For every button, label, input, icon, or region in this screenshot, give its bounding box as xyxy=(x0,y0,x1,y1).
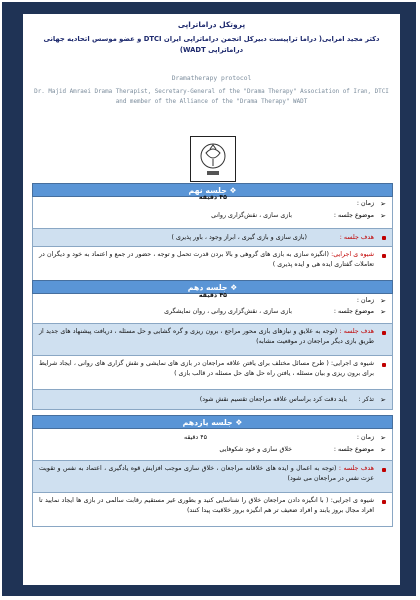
session-11-header: ❖ جلسه یازدهم xyxy=(32,415,393,429)
session-11-time-topic xyxy=(32,429,393,461)
topic-label: موضوع جلسه : xyxy=(333,212,374,219)
document-page xyxy=(23,14,400,585)
session-9-time-topic xyxy=(32,194,393,229)
time-value: ۴۵ دقیقه xyxy=(183,434,207,441)
goal-label: هدف جلسه : xyxy=(339,234,374,241)
time-value: ۴۵ دقیقه xyxy=(198,194,227,201)
session-10-method xyxy=(32,356,393,390)
topic-value: بازی سازی ، نقش‌گزاری روانی xyxy=(211,212,292,219)
goal-value: (بازی سازی و بازی گیری ، ابراز وجود ، باور پذیری ) xyxy=(171,234,307,241)
goal-value: (توجه به علایق و نیازهای بازی محور مراجع ، برون ریزی و گره گشایی و حل مسئله ، دریافت پیشنهاد های جدید از طریق بازی دیگر مراجعان در موقعیت مشابه) xyxy=(39,328,374,345)
session-10-time-topic xyxy=(32,294,393,324)
goal-value: (توجه به اعمال و ایده های خلاقانه مراجعان ، خلاق سازی موجب افزایش قوه یادگیری ، اعتماد به نفس و تقویت عزت نفس در مراجعان می شود) xyxy=(39,465,374,482)
time-label: زمان : xyxy=(356,434,374,441)
topic-value: بازی سازی ، نقش‌گزاری روانی ، روان نمایشگری xyxy=(164,308,292,315)
session-10-note xyxy=(32,390,393,410)
arrow-bullet-icon: ➢ xyxy=(380,396,386,404)
arrow-bullet-icon: ➢ xyxy=(380,308,386,316)
topic-label: موضوع جلسه : xyxy=(333,308,374,315)
topic-label: موضوع جلسه : xyxy=(333,446,374,453)
red-bullet-icon xyxy=(382,468,386,472)
note-value: باید دقت کرد براساس علاقه مراجعان تقسیم نقش شود) xyxy=(199,396,347,403)
session-11-goal xyxy=(32,461,393,493)
logo-emblem-icon xyxy=(191,137,235,181)
method-label: شیوه ی اجرایی: xyxy=(330,497,374,504)
red-bullet-icon xyxy=(382,236,386,240)
authors-english: Dr. Majid Amraei Drama Therapist, Secretary-General of the "Drama Therapy" Association of Iran, DTCI and member of the Alliance of the "Drama Therapy" WADT xyxy=(34,89,389,105)
red-bullet-icon xyxy=(382,254,386,258)
session-9-goal xyxy=(32,229,393,247)
red-bullet-icon xyxy=(382,331,386,335)
goal-label: هدف جلسه : xyxy=(338,465,374,472)
session-11-method xyxy=(32,493,393,527)
time-value: ۴۵ دقیقه xyxy=(198,292,227,299)
topic-value: خلاق سازی و خود شکوفایی xyxy=(219,446,292,453)
method-label: شیوه ی اجرایی: xyxy=(331,251,374,258)
title-english: Dramatherapy protocol xyxy=(171,75,252,82)
association-logo xyxy=(190,136,236,182)
session-10-goal xyxy=(32,324,393,356)
authors-persian: دکتر مجید امرایی( دراما تراپیست دبیرکل انجمن دراماتراپی ایران DTCI و عضو موسس اتحادیه جهانی دراماتراپی WADT) xyxy=(43,35,380,54)
goal-label: هدف جلسه : xyxy=(339,328,375,335)
arrow-bullet-icon: ➢ xyxy=(380,212,386,220)
arrow-bullet-icon: ➢ xyxy=(380,434,386,442)
arrow-bullet-icon: ➢ xyxy=(380,297,386,305)
note-label: تذکر : xyxy=(358,396,374,403)
time-label: زمان : xyxy=(356,200,374,207)
session-9-method xyxy=(32,247,393,281)
method-value: (انگیزه سازی به بازی های گروهی و بالا بردن قدرت تحمل و توجه ، حضور در جمع و اعتماد به خود و دیگران در تعاملات گفتاری ایده هی و ایده پذیری ) xyxy=(39,251,374,268)
session-10-header: ❖ جلسه دهم xyxy=(32,280,393,294)
session-9-header: ❖ جلسه نهم xyxy=(32,183,393,197)
red-bullet-icon xyxy=(382,363,386,367)
method-label: شیوه ی اجرایی: xyxy=(331,360,374,367)
red-bullet-icon xyxy=(382,500,386,504)
document-title: پروتکل دراماتراپی xyxy=(177,20,246,29)
time-label: زمان : xyxy=(356,297,374,304)
arrow-bullet-icon: ➢ xyxy=(380,200,386,208)
method-value: ( طرح مسائل مختلف برای یافتن علاقه مراجعان در بازی های نمایشی و نقش گزاری های روانی ، ایجاد شرایط برای برون ریزی و بیان مسئله ، یافتن راه حل های حل مسئله در قالب بازی ) xyxy=(39,360,374,377)
method-value: ( با انگیزه دادن مراجعان خلاق را شناسایی کنید و بطوری غیر مستقیم رقابت سالمی در بازی ها ایجاد نمایید تا افراد مجال بروز یابند و افراد ضعیف تر هم انگیزه بروز خلاقیت پیدا کنند) xyxy=(39,497,374,514)
arrow-bullet-icon: ➢ xyxy=(380,446,386,454)
